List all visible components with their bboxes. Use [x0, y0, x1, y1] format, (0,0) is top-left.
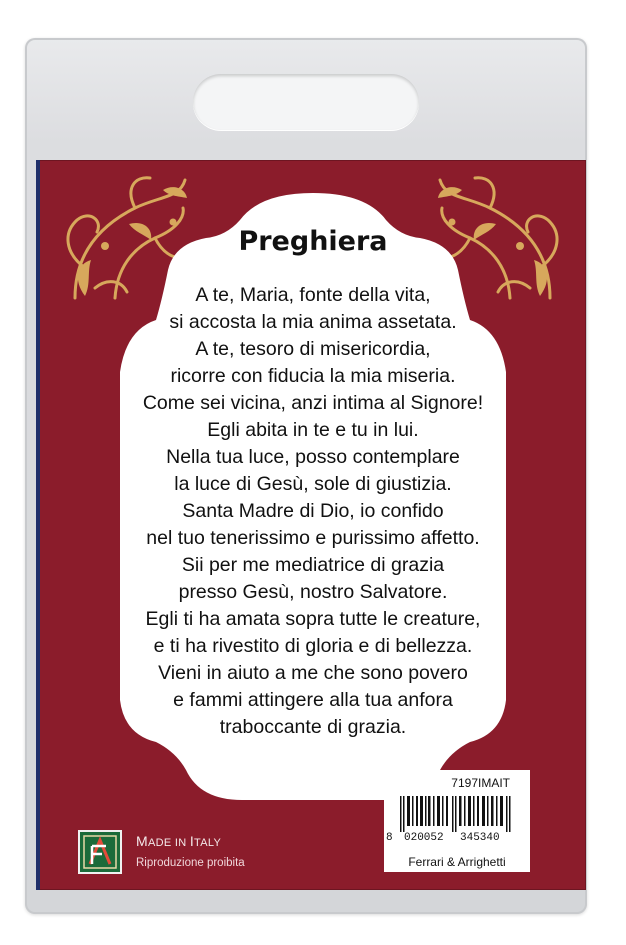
prayer-line: e fammi attingere alla tua anfora: [173, 689, 453, 711]
prayer-text: [96, 282, 530, 741]
sku-code: 7197IMAIT: [451, 776, 510, 790]
barcode-label: [384, 770, 530, 872]
barcode-digit-first: 8: [386, 832, 393, 844]
prayer-line: A te, tesoro di misericordia,: [195, 338, 431, 360]
prayer-line: traboccante di grazia.: [219, 716, 407, 738]
prayer-title: Preghiera: [238, 226, 388, 257]
prayer-line: Vieni in aiuto a me che sono povero: [158, 662, 468, 684]
reproduction-notice: Riproduzione proibita: [136, 857, 245, 869]
prayer-line: ricorre con fiducia la mia miseria.: [170, 365, 456, 387]
brand-name: Ferrari & Arrighetti: [408, 855, 506, 869]
barcode: [394, 796, 520, 832]
prayer-line: Egli abita in te e tu in lui.: [207, 419, 419, 441]
barcode-digits-left: 020052: [404, 832, 444, 844]
prayer-line: Come sei vicina, anzi intima al Signore!: [142, 392, 484, 414]
barcode-digits-right: 345340: [460, 832, 500, 844]
prayer-line: la luce di Gesù, sole di giustizia.: [174, 473, 452, 495]
prayer-line: e ti ha rivestito di gloria e di bellezza.: [153, 635, 473, 657]
prayer-line: si accosta la mia anima assetata.: [169, 311, 457, 333]
made-in-italy: MADE IN ITALY: [136, 833, 222, 849]
prayer-line: presso Gesù, nostro Salvatore.: [178, 581, 448, 603]
prayer-line: Nella tua luce, posso contemplare: [166, 446, 460, 468]
prayer-line: Sii per me mediatrice di grazia: [181, 554, 445, 576]
prayer-line: A te, Maria, fonte della vita,: [195, 284, 431, 306]
prayer-line: nel tuo tenerissimo e purissimo affetto.: [146, 527, 480, 549]
prayer-line: Egli ti ha amata sopra tutte le creature,: [145, 608, 481, 630]
brand-logo: [78, 830, 122, 874]
prayer-line: Santa Madre di Dio, io confido: [182, 500, 444, 522]
